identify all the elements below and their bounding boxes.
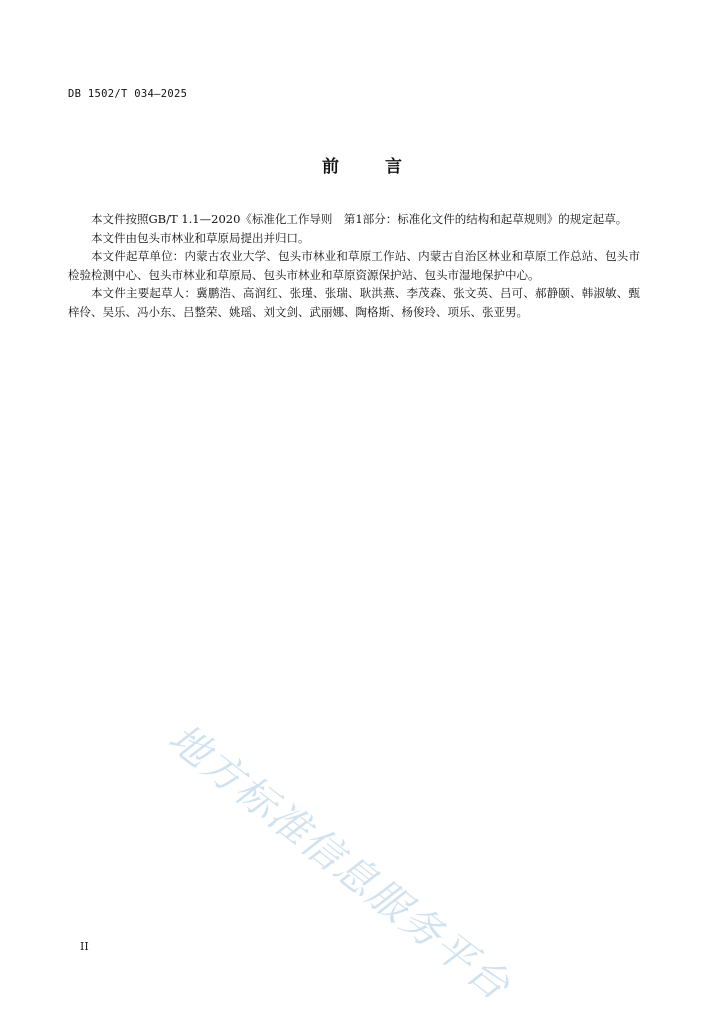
- section-heading: [0, 152, 724, 177]
- heading-char-2: 言: [385, 157, 402, 177]
- paragraph-drafting-rules: 本文件按照GB/T 1.1—2020《标准化工作导则 第1部分：标准化文件的结构和起草规则》的规定起草。: [91, 212, 628, 226]
- watermark-text: 地方标准信息服务平台: [159, 715, 519, 1010]
- paragraph-drafting-units: 本文件起草单位：内蒙古农业大学、包头市林业和草原工作站、内蒙古自治区林业和草原工作总站、包头市检验检测中心、包头市林业和草原局、包头市林业和草原资源保护站、包头市湿地保护中心。: [68, 249, 640, 282]
- foreword-body: [68, 210, 640, 321]
- page-number: II: [80, 940, 89, 953]
- heading-char-1: 前: [322, 157, 339, 177]
- paragraph-drafters: 本文件主要起草人：冀鹏浩、高润红、张瑾、张瑞、耿洪燕、李茂森、张文英、吕可、郝静颐、韩淑敏、甄梓伶、吴乐、冯小东、吕整荣、姚瑶、刘文剑、武丽娜、陶格斯、杨俊玲、项乐、张亚男。: [68, 286, 640, 319]
- document-code: DB 1502/T 034—2025: [68, 88, 188, 100]
- paragraph-proposer: 本文件由包头市林业和草原局提出并归口。: [91, 230, 310, 245]
